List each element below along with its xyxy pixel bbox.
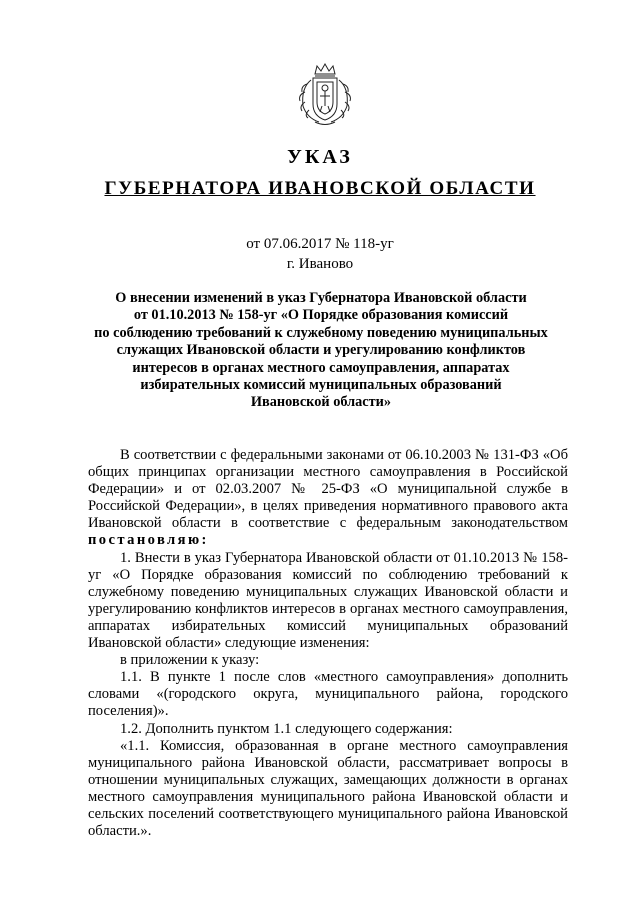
preamble-paragraph — [88, 447, 568, 550]
title-line: избирательных комиссий муниципальных образований — [140, 377, 502, 394]
title-line: О внесении изменений в указ Губернатора Ивановской области — [115, 290, 527, 306]
title-line: Ивановской области» — [250, 394, 392, 411]
decree-city: г. Иваново — [286, 256, 354, 272]
title-line: по соблюдению требований к служебному поведению муниципальных — [94, 324, 548, 341]
body-paragraph: 1. Внести в указ Губернатора Ивановской области от 01.10.2013 № 158-уг «О Порядке образования комиссий по соблюдению требований к служебному поведению муниципальных служащих Ивановской области и урегулированию конфликтов интересов в органах местного самоуправления, аппаратах избирательных комиссий муниципальных образований Ивановской области» следующие изменения: — [88, 549, 568, 652]
decree-date-number: от 07.06.2017 № 118-уг — [246, 236, 394, 252]
coat-of-arms-emblem — [293, 60, 357, 128]
decree-title — [60, 290, 582, 412]
body-paragraph: 1.2. Дополнить пунктом 1.1 следующего содержания: — [120, 720, 453, 737]
preamble-text: В соответствии с федеральными законами от 06.10.2003 № 131-ФЗ «Об общих принципах организации местного самоуправления в Российской Федерации» и от 02.03.2007 № 25-ФЗ «О муниципальной службе в Российской Федерации», в целях приведения нормативного правового акта Ивановской области в соответствие с федеральным законодательством — [88, 447, 568, 532]
decree-word: постановляю: — [88, 532, 209, 549]
body-paragraph: в приложении к указу: — [120, 652, 260, 669]
title-line: от 01.10.2013 № 158-уг «О Порядке образования комиссий — [133, 307, 509, 324]
body-paragraph: 1.1. В пункте 1 после слов «местного самоуправления» дополнить словами «(городского округа, муниципального района, городского поселения)». — [88, 669, 568, 720]
title-line: служащих Ивановской области и урегулированию конфликтов — [116, 342, 526, 359]
body-paragraph: «1.1. Комиссия, образованная в органе местного самоуправления муниципального района Ивановской области, рассматривает вопросы в отношении муниципальных служащих, замещающих должности в органах местного самоуправления муниципального района Ивановской области и сельских поселений соответствующего муниципального района Ивановской области.». — [88, 737, 568, 840]
decree-body — [88, 447, 568, 840]
document-type-heading: УКАЗ — [287, 146, 353, 168]
issuer-heading: ГУБЕРНАТОРА ИВАНОВСКОЙ ОБЛАСТИ — [104, 178, 536, 199]
title-line: интересов в органах местного самоуправления, аппаратах — [132, 359, 510, 376]
